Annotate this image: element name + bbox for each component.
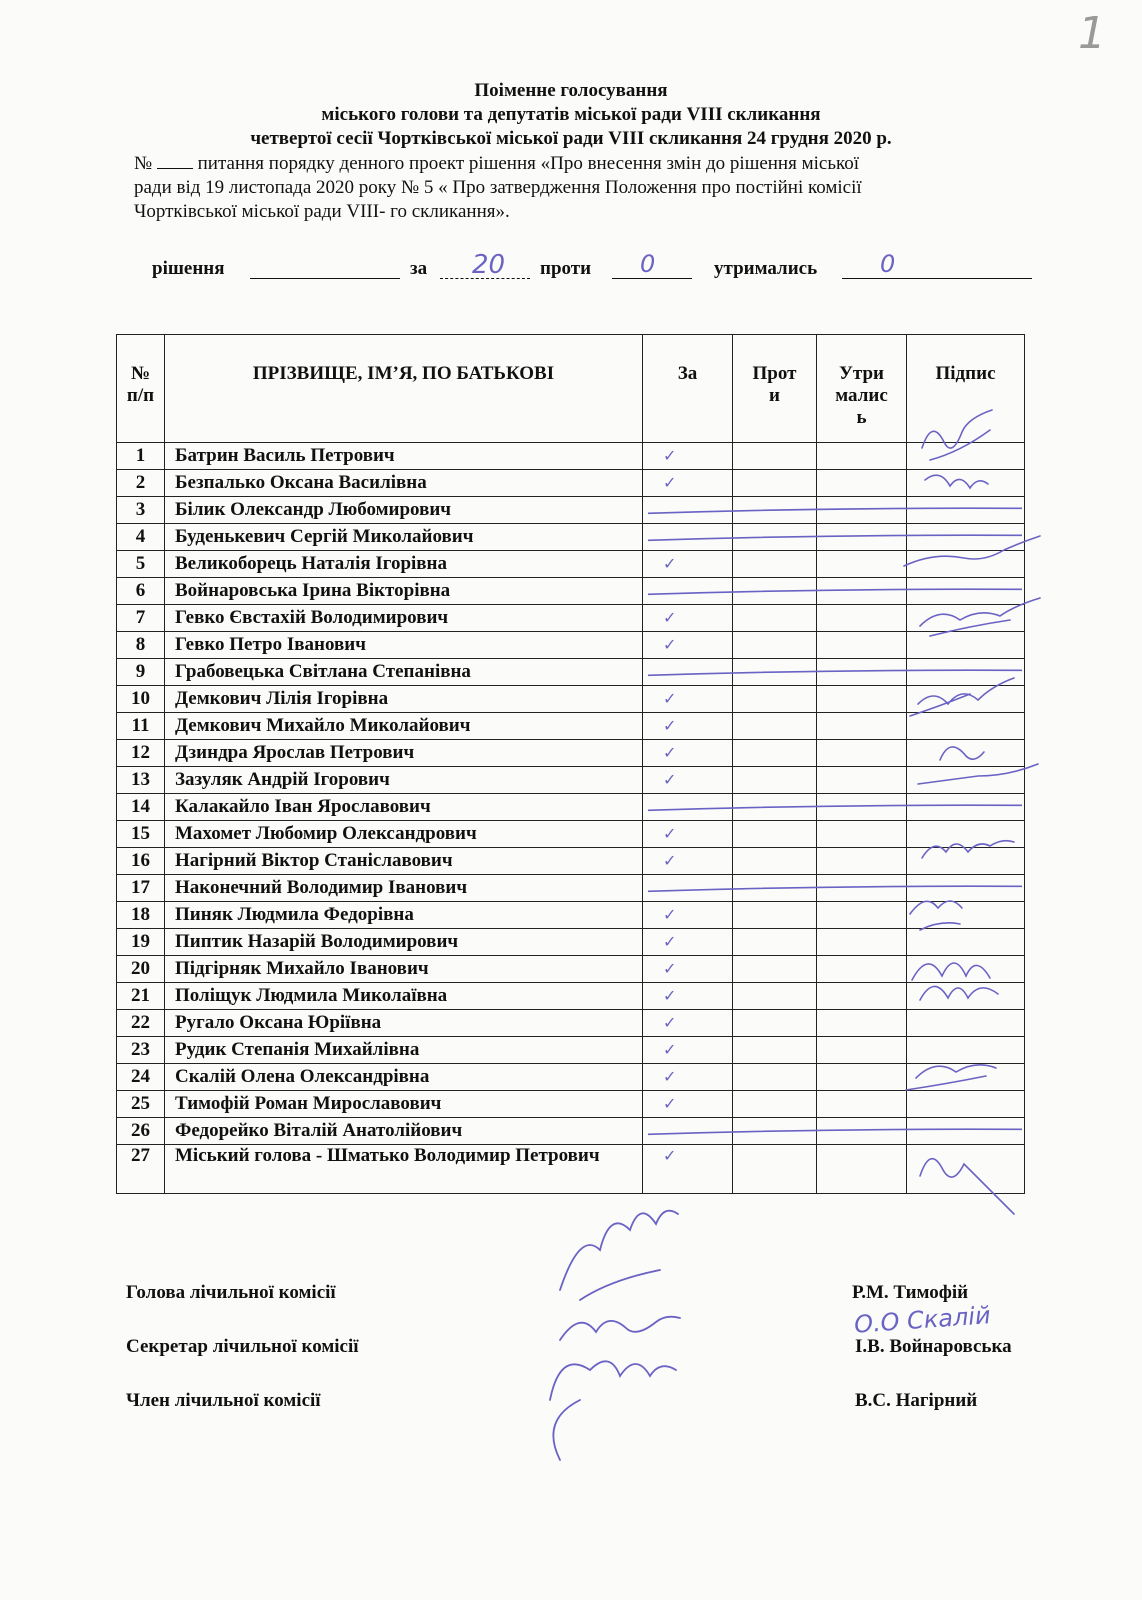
row-number: 23 (117, 1037, 165, 1064)
row-name: Зазуляк Андрій Ігорович (165, 767, 643, 794)
row-number: 2 (117, 470, 165, 497)
question-line-1: питання порядку денного проект рішення «Про внесення змін до рішення міської (192, 153, 860, 174)
chair-role: Голова лічильної комісії (126, 1282, 336, 1303)
row-number: 18 (117, 902, 165, 929)
row-name: Наконечний Володимир Іванович (165, 875, 643, 902)
row-name: Ругало Оксана Юріївна (165, 1010, 643, 1037)
row-za-mark: ✓ (643, 983, 733, 1010)
row-za-mark: ✓ (643, 956, 733, 983)
secretary-signature (560, 1317, 680, 1340)
row-name: Пиптик Назарій Володимирович (165, 929, 643, 956)
secretary-role: Секретар лічильної комісії (126, 1336, 359, 1357)
row-za-mark: ✓ (643, 443, 733, 470)
handwritten-note: О.О Скалій (853, 1301, 992, 1339)
row-name: Махомет Любомир Олександрович (165, 821, 643, 848)
row-name: Буденькевич Сергій Миколайович (165, 524, 643, 551)
row-name: Войнаровська Ірина Вікторівна (165, 578, 643, 605)
row-name: Гевко Євстахій Володимирович (165, 605, 643, 632)
col-header-number: № п/п (117, 335, 165, 443)
row-number: 11 (117, 713, 165, 740)
row-number: 4 (117, 524, 165, 551)
row-name: Дзиндра Ярослав Петрович (165, 740, 643, 767)
question-line-3: Чортківської міської ради VIII- го скликання». (134, 201, 510, 222)
col-header-utrymalys: Утри малис ь (817, 335, 907, 443)
row-number: 9 (117, 659, 165, 686)
proty-value-handwritten: 0 (640, 250, 656, 278)
col-header-signature: Підпис (907, 335, 1025, 443)
session-line: четвертої сесії Чортківської міської ради VIII скликання 24 грудня 2020 р. (250, 128, 892, 149)
row-za-mark: ✓ (643, 848, 733, 875)
row-name: Поліщук Людмила Миколаївна (165, 983, 643, 1010)
row-name: Пиняк Людмила Федорівна (165, 902, 643, 929)
row-number: 8 (117, 632, 165, 659)
row-number: 10 (117, 686, 165, 713)
member-role: Член лічильної комісії (126, 1390, 321, 1411)
document-subtitle: міського голови та депутатів міської ради VIII скликання (321, 104, 821, 125)
member-signature (550, 1361, 676, 1460)
row-za-mark: ✓ (643, 1010, 733, 1037)
row-za-mark: ✓ (643, 821, 733, 848)
row-za-mark: ✓ (643, 929, 733, 956)
utrymalys-label: утримались (714, 258, 818, 279)
page-number-handwritten: 1 (1078, 8, 1106, 59)
row-number: 6 (117, 578, 165, 605)
col-header-proty: Прот и (733, 335, 817, 443)
secretary-name: І.В. Войнаровська (855, 1336, 1012, 1357)
row-number: 14 (117, 794, 165, 821)
decision-label: рішення (152, 258, 225, 279)
col-header-name: ПРІЗВИЩЕ, ІМ’Я, ПО БАТЬКОВІ (165, 335, 643, 443)
row-name: Тимофій Роман Мирославович (165, 1091, 643, 1118)
row-name: Білик Олександр Любомирович (165, 497, 643, 524)
row-name: Демкович Лілія Ігорівна (165, 686, 643, 713)
row-name: Грабовецька Світлана Степанівна (165, 659, 643, 686)
row-name: Підгірняк Михайло Іванович (165, 956, 643, 983)
row-number: 19 (117, 929, 165, 956)
row-number: 27 (117, 1145, 165, 1194)
row-number: 16 (117, 848, 165, 875)
row-name: Батрин Василь Петрович (165, 443, 643, 470)
row-name: Федорейко Віталій Анатолійович (165, 1118, 643, 1145)
row-name: Міський голова - Шматько Володимир Петрович (165, 1145, 643, 1194)
row-za-mark: ✓ (643, 470, 733, 497)
row-name: Рудик Степанія Михайлівна (165, 1037, 643, 1064)
row-number: 5 (117, 551, 165, 578)
row-za-mark: ✓ (643, 551, 733, 578)
row-za-mark: ✓ (643, 1037, 733, 1064)
za-value-handwritten: 20 (472, 250, 506, 280)
utrymalys-value-handwritten: 0 (880, 250, 896, 278)
question-prefix: № (134, 153, 153, 174)
row-name: Гевко Петро Іванович (165, 632, 643, 659)
za-label: за (410, 258, 428, 279)
row-number: 20 (117, 956, 165, 983)
document-title: Поіменне голосування (474, 80, 668, 101)
row-number: 26 (117, 1118, 165, 1145)
row-za-mark: ✓ (643, 686, 733, 713)
row-name: Нагірний Віктор Станіславович (165, 848, 643, 875)
row-number: 1 (117, 443, 165, 470)
row-name: Калакайло Іван Ярославович (165, 794, 643, 821)
row-name: Безпалько Оксана Василівна (165, 470, 643, 497)
row-number: 21 (117, 983, 165, 1010)
row-za-mark: ✓ (643, 1145, 733, 1194)
row-number: 12 (117, 740, 165, 767)
row-number: 7 (117, 605, 165, 632)
question-line-2: ради від 19 листопада 2020 року № 5 « Про затвердження Положення про постійні комісії (134, 177, 862, 198)
row-za-mark: ✓ (643, 713, 733, 740)
chair-signature (560, 1211, 678, 1300)
row-number: 22 (117, 1010, 165, 1037)
row-za-mark: ✓ (643, 605, 733, 632)
row-number: 3 (117, 497, 165, 524)
row-number: 25 (117, 1091, 165, 1118)
proty-label: проти (540, 258, 592, 279)
member-name: В.С. Нагірний (855, 1390, 978, 1411)
chair-name: Р.М. Тимофій (852, 1282, 969, 1303)
row-number: 24 (117, 1064, 165, 1091)
row-za-mark: ✓ (643, 1091, 733, 1118)
row-number: 13 (117, 767, 165, 794)
col-header-za: За (643, 335, 733, 443)
row-number: 15 (117, 821, 165, 848)
row-name: Великоборець Наталія Ігорівна (165, 551, 643, 578)
row-number: 17 (117, 875, 165, 902)
row-name: Скалій Олена Олександрівна (165, 1064, 643, 1091)
row-za-mark: ✓ (643, 902, 733, 929)
row-za-mark: ✓ (643, 767, 733, 794)
row-za-mark: ✓ (643, 1064, 733, 1091)
row-za-mark: ✓ (643, 632, 733, 659)
row-za-mark: ✓ (643, 740, 733, 767)
row-name: Демкович Михайло Миколайович (165, 713, 643, 740)
